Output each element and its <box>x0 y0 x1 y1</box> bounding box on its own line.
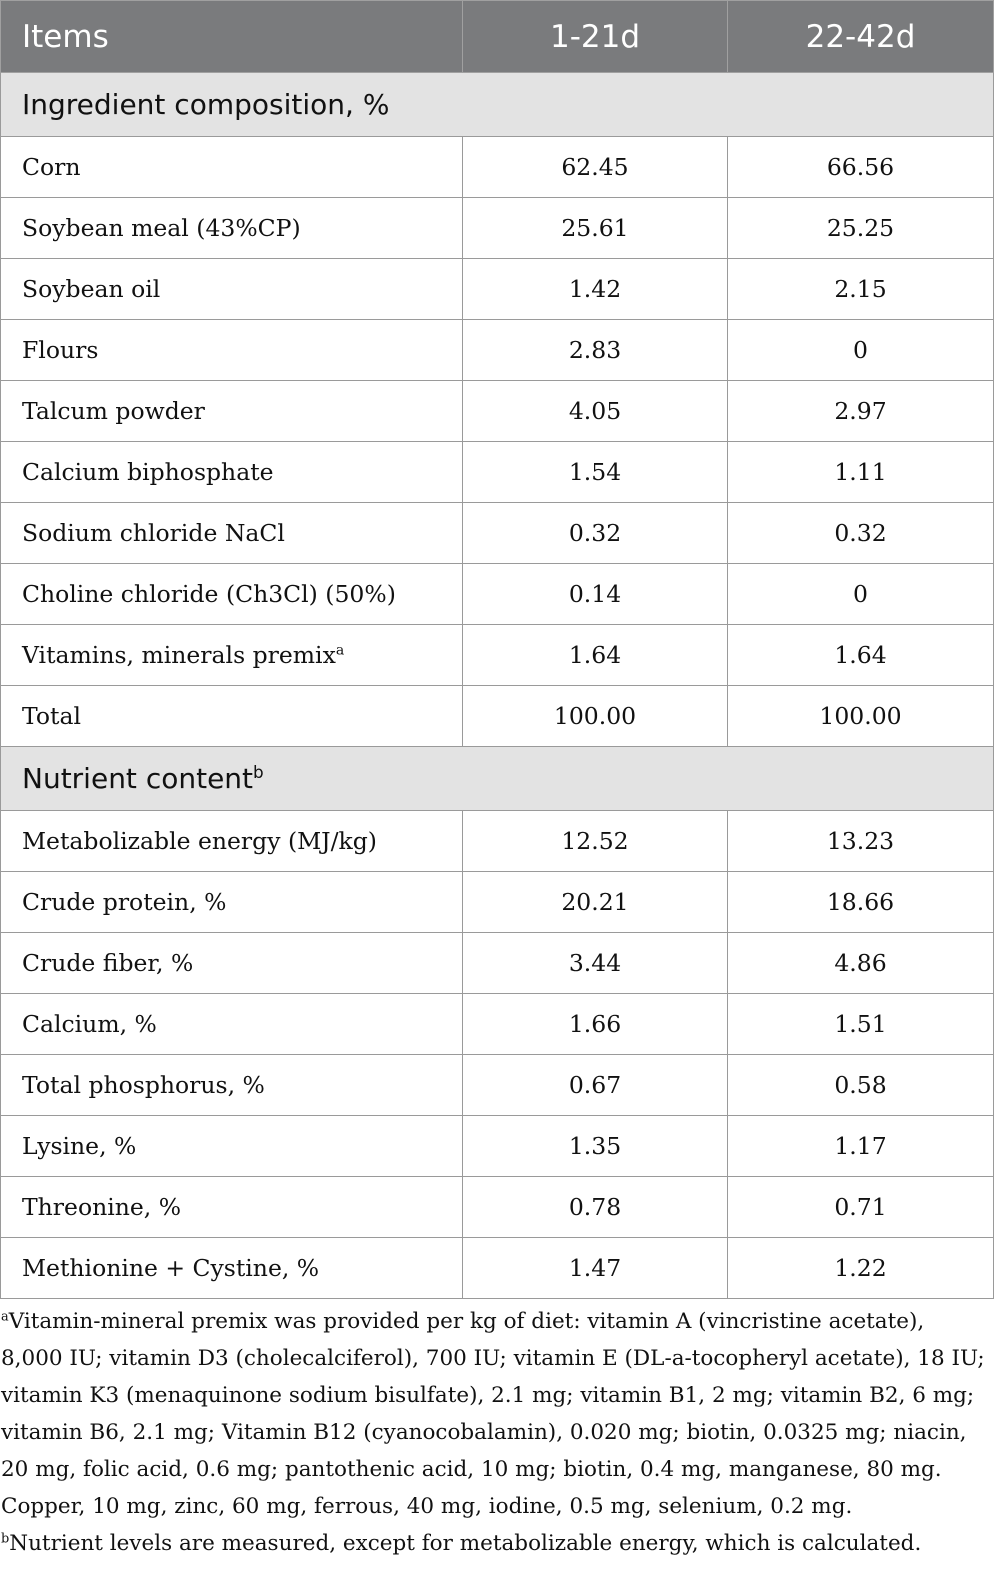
cell-22-42d: 25.25 <box>728 198 994 259</box>
table-header-row <box>1 1 994 73</box>
row-label-text: Corn <box>22 153 81 181</box>
cell-1-21d: 1.54 <box>463 442 728 503</box>
row-label-text: Vitamins, minerals premix <box>22 641 336 669</box>
cell-1-21d: 25.61 <box>463 198 728 259</box>
cell-1-21d: 100.00 <box>463 686 728 747</box>
row-footnote-mark: a <box>335 642 345 659</box>
header-period-1: 1-21d <box>463 1 728 73</box>
cell-22-42d: 1.17 <box>728 1116 994 1177</box>
cell-22-42d: 0.58 <box>728 1055 994 1116</box>
table-row <box>1 1055 994 1116</box>
cell-1-21d: 1.42 <box>463 259 728 320</box>
table-row <box>1 994 994 1055</box>
row-label-text: Calcium, % <box>22 1010 157 1038</box>
footnote-a-text: Vitamin-mineral premix was provided per kg of diet: vitamin A (vincristine acetate), 8,000 IU; vitamin D3 (cholecalciferol), 700 IU; vitamin E (DL-a-tocopheryl acetate), 18 IU; vitamin K3 (menaquinone sodium bisulfate), 2.1 mg; vitamin B1, 2 mg; vitamin B2, 6 mg; vitamin B6, 2.1 mg; Vitamin B12 (cyanocobalamin), 0.020 mg; biotin, 0.0325 mg; niacin, 20 mg, folic acid, 0.6 mg; pantothenic acid, 10 mg; biotin, 0.4 mg, manganese, 80 mg. Copper, 10 mg, zinc, 60 mg, ferrous, 40 mg, iodine, 0.5 mg, selenium, 0.2 mg. <box>1 1309 985 1519</box>
row-label <box>1 933 463 994</box>
row-label <box>1 198 463 259</box>
footnote-b <box>1 1525 991 1562</box>
cell-22-42d: 2.97 <box>728 381 994 442</box>
row-label-text: Choline chloride (Ch3Cl) (50%) <box>22 580 396 608</box>
cell-1-21d: 62.45 <box>463 137 728 198</box>
footnote-a <box>1 1303 991 1525</box>
row-label-text: Crude fiber, % <box>22 949 194 977</box>
cell-22-42d: 1.64 <box>728 625 994 686</box>
cell-1-21d: 1.35 <box>463 1116 728 1177</box>
table-row <box>1 198 994 259</box>
section-row <box>1 747 994 811</box>
cell-1-21d: 2.83 <box>463 320 728 381</box>
cell-22-42d: 13.23 <box>728 811 994 872</box>
cell-22-42d: 0 <box>728 564 994 625</box>
row-label-text: Lysine, % <box>22 1132 137 1160</box>
row-label <box>1 994 463 1055</box>
table-row <box>1 381 994 442</box>
row-label <box>1 1116 463 1177</box>
cell-22-42d: 0 <box>728 320 994 381</box>
footnote-b-text: Nutrient levels are measured, except for metabolizable energy, which is calculated. <box>9 1531 922 1556</box>
row-label <box>1 1177 463 1238</box>
cell-1-21d: 0.78 <box>463 1177 728 1238</box>
cell-22-42d: 4.86 <box>728 933 994 994</box>
row-label <box>1 137 463 198</box>
cell-22-42d: 1.22 <box>728 1238 994 1299</box>
table-row <box>1 503 994 564</box>
table-row <box>1 933 994 994</box>
table-row <box>1 442 994 503</box>
table-row <box>1 1177 994 1238</box>
cell-1-21d: 1.64 <box>463 625 728 686</box>
table-row <box>1 811 994 872</box>
section-row <box>1 73 994 137</box>
row-label <box>1 564 463 625</box>
row-label <box>1 811 463 872</box>
cell-1-21d: 0.32 <box>463 503 728 564</box>
table-row <box>1 1116 994 1177</box>
row-label-text: Total phosphorus, % <box>22 1071 265 1099</box>
row-label-text: Total <box>22 702 81 730</box>
row-label-text: Talcum powder <box>22 397 205 425</box>
table-footnotes <box>1 1303 991 1562</box>
table-row <box>1 872 994 933</box>
cell-22-42d: 0.32 <box>728 503 994 564</box>
cell-1-21d: 0.14 <box>463 564 728 625</box>
row-label <box>1 259 463 320</box>
section-title <box>1 73 994 137</box>
row-label-text: Flours <box>22 336 99 364</box>
cell-1-21d: 20.21 <box>463 872 728 933</box>
footnote-a-mark: a <box>1 1309 9 1325</box>
row-label-text: Threonine, % <box>22 1193 182 1221</box>
cell-1-21d: 1.66 <box>463 994 728 1055</box>
row-label <box>1 686 463 747</box>
row-label <box>1 503 463 564</box>
cell-22-42d: 1.51 <box>728 994 994 1055</box>
cell-1-21d: 1.47 <box>463 1238 728 1299</box>
row-label-text: Methionine + Cystine, % <box>22 1254 320 1282</box>
header-items: Items <box>1 1 463 73</box>
cell-22-42d: 2.15 <box>728 259 994 320</box>
row-label <box>1 625 463 686</box>
table-body <box>1 73 994 1299</box>
table-row <box>1 1238 994 1299</box>
row-label <box>1 381 463 442</box>
row-label-text: Soybean meal (43%CP) <box>22 214 301 242</box>
row-label-text: Sodium chloride NaCl <box>22 519 285 547</box>
row-label <box>1 320 463 381</box>
row-label <box>1 872 463 933</box>
table-row <box>1 625 994 686</box>
table-row <box>1 137 994 198</box>
cell-22-42d: 18.66 <box>728 872 994 933</box>
section-title-footnote-mark: b <box>253 761 264 782</box>
cell-1-21d: 3.44 <box>463 933 728 994</box>
section-title <box>1 747 994 811</box>
table-row <box>1 564 994 625</box>
table-row <box>1 259 994 320</box>
row-label-text: Crude protein, % <box>22 888 227 916</box>
cell-22-42d: 100.00 <box>728 686 994 747</box>
footnote-b-mark: b <box>1 1531 10 1547</box>
table-row <box>1 686 994 747</box>
cell-22-42d: 1.11 <box>728 442 994 503</box>
row-label-text: Soybean oil <box>22 275 161 303</box>
row-label <box>1 442 463 503</box>
row-label <box>1 1238 463 1299</box>
cell-22-42d: 66.56 <box>728 137 994 198</box>
cell-1-21d: 12.52 <box>463 811 728 872</box>
header-period-2: 22-42d <box>728 1 994 73</box>
section-title-text: Ingredient composition, % <box>22 88 390 121</box>
row-label-text: Calcium biphosphate <box>22 458 274 486</box>
cell-1-21d: 4.05 <box>463 381 728 442</box>
row-label <box>1 1055 463 1116</box>
cell-1-21d: 0.67 <box>463 1055 728 1116</box>
cell-22-42d: 0.71 <box>728 1177 994 1238</box>
section-title-text: Nutrient content <box>22 762 254 795</box>
row-label-text: Metabolizable energy (MJ/kg) <box>22 827 377 855</box>
table-row <box>1 320 994 381</box>
